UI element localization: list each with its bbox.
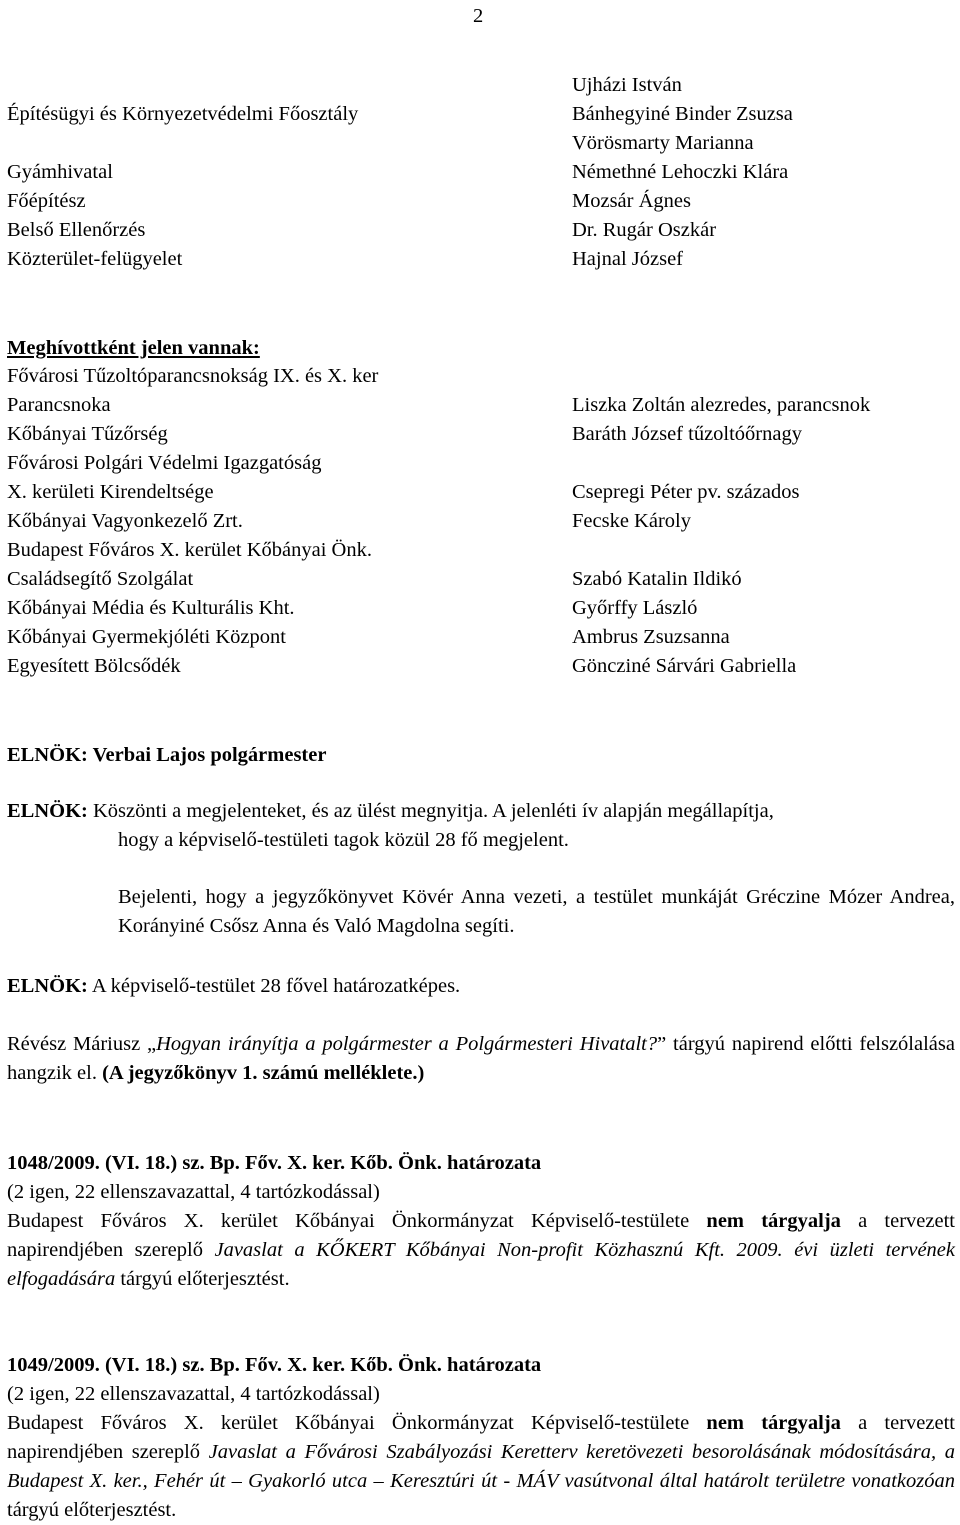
- person-name: Szabó Katalin Ildikó: [572, 568, 742, 590]
- person-name: Liszka Zoltán alezredes, parancsnok: [572, 394, 871, 416]
- chair-label: ELNÖK:: [7, 800, 88, 822]
- person-name: Némethné Lehoczki Klára: [572, 161, 789, 183]
- resolution-heading: 1048/2009. (VI. 18.) sz. Bp. Főv. X. ker. Kőb. Önk. határozata: [7, 1152, 542, 1174]
- org-item: Kőbányai Vagyonkezelő Zrt.: [7, 510, 243, 532]
- person-name: Fecske Károly: [572, 510, 691, 532]
- person-name: Dr. Rugár Oszkár: [572, 219, 717, 241]
- invited-people-list: [572, 391, 870, 681]
- resolution-subject: Javaslat a KŐKERT Kőbányai Non-profit Közhasznú Kft. 2009. évi üzleti tervének elfogadására: [7, 1239, 955, 1290]
- person-name: Baráth József tűzoltóőrnagy: [572, 423, 802, 445]
- quorum-line: [7, 974, 460, 998]
- person-name: Ujházi István: [572, 74, 682, 96]
- org-item: X. kerületi Kirendeltsége: [7, 481, 214, 503]
- department-people-list: [572, 71, 793, 274]
- departments-list: [7, 100, 358, 274]
- resolution-vote: (2 igen, 22 ellenszavazattal, 4 tartózkodással): [7, 1383, 380, 1405]
- department-item: Gyámhivatal: [7, 161, 113, 183]
- resolution-heading: 1049/2009. (VI. 18.) sz. Bp. Főv. X. ker. Kőb. Önk. határozata: [7, 1354, 542, 1376]
- speech-text: Révész Máriusz „: [7, 1033, 157, 1055]
- org-item: Kőbányai Tűzőrség: [7, 423, 168, 445]
- resolution-subject: Javaslat a Fővárosi Szabályozási Keretterv keretövezeti besorolásának módosítására, a Budapest X. ker., Fehér út – Gyakorló utca – Keresztúri út - MÁV vasútvonal által határolt területre vonatkozóan: [7, 1441, 955, 1492]
- invited-heading: Meghívottként jelen vannak:: [7, 337, 260, 359]
- resolution-block: [7, 1149, 955, 1294]
- annex-reference: (A jegyzőkönyv 1. számú melléklete.): [102, 1062, 425, 1084]
- speech-paragraph: [7, 1030, 955, 1088]
- opening-text: hogy a képviselő-testületi tagok közül 28 fő megjelent.: [118, 829, 569, 851]
- person-name: Göncziné Sárvári Gabriella: [572, 655, 797, 677]
- org-item: Kőbányai Gyermekjóléti Központ: [7, 626, 286, 648]
- department-item: Főépítész: [7, 190, 86, 212]
- resolution-body: Budapest Főváros X. kerület Kőbányai Önkormányzat Képviselő-testülete nem tárgyalja a tervezett napirendjében szereplő Javaslat a Fővárosi Szabályozási Keretterv keretövezeti besorolásának módosítására, a Budapest X. ker., Fehér út – Gyakorló utca – Keresztúri út - MÁV vasútvonal által határolt területre vonatkozóan tárgyú előterjesztést.: [7, 1412, 955, 1521]
- department-item: Belső Ellenőrzés: [7, 219, 146, 241]
- department-item: Közterület-felügyelet: [7, 248, 183, 270]
- resolution-decision: nem tárgyalja: [706, 1210, 841, 1232]
- person-name: Ambrus Zsuzsanna: [572, 626, 730, 648]
- person-name: Vörösmarty Marianna: [572, 132, 754, 154]
- person-name: Csepregi Péter pv. százados: [572, 481, 800, 503]
- org-item: Fővárosi Tűzoltóparancsnokság IX. és X. ker: [7, 365, 379, 387]
- invited-orgs-list: [7, 362, 378, 681]
- resolution-block: [7, 1351, 955, 1525]
- org-item: Családsegítő Szolgálat: [7, 568, 194, 590]
- chair-line: ELNÖK: Verbai Lajos polgármester: [7, 744, 327, 766]
- speech-text: ” tárgyú napirend előtti felszólalása hangzik el.: [7, 1033, 955, 1084]
- resolution-body: Budapest Főváros X. kerület Kőbányai Önkormányzat Képviselő-testülete nem tárgyalja a tervezett napirendjében szereplő Javaslat a KŐKERT Kőbányai Non-profit Közhasznú Kft. 2009. évi üzleti tervének elfogadására tárgyú előterjesztést.: [7, 1210, 955, 1290]
- org-item: Egyesített Bölcsődék: [7, 655, 181, 677]
- person-name: Hajnal József: [572, 248, 683, 270]
- org-item: Fővárosi Polgári Védelmi Igazgatóság: [7, 452, 322, 474]
- resolution-vote: (2 igen, 22 ellenszavazattal, 4 tartózkodással): [7, 1181, 380, 1203]
- opening-text: Köszönti a megjelenteket, és az ülést megnyitja. A jelenléti ív alapján megállapítja,: [87, 800, 774, 822]
- speech-title: Hogyan irányítja a polgármester a Polgármesteri Hivatalt?: [156, 1033, 658, 1055]
- person-name: Győrffy László: [572, 597, 698, 619]
- org-item: Kőbányai Média és Kulturális Kht.: [7, 597, 295, 619]
- quorum-text: A képviselő-testület 28 fővel határozatképes.: [87, 975, 461, 997]
- opening-paragraph: [7, 797, 955, 855]
- org-item: Budapest Főváros X. kerület Kőbányai Önk.: [7, 539, 372, 561]
- person-name: Bánhegyiné Binder Zsuzsa: [572, 103, 793, 125]
- org-item: Parancsnoka: [7, 394, 111, 416]
- resolution-decision: nem tárgyalja: [706, 1412, 841, 1434]
- department-item: Építésügyi és Környezetvédelmi Főosztály: [7, 103, 359, 125]
- person-name: Mozsár Ágnes: [572, 190, 691, 212]
- announcement-paragraph: Bejelenti, hogy a jegyzőkönyvet Kövér Anna vezeti, a testület munkáját Gréczine Mózer Andrea, Korányiné Csősz Anna és Való Magdolna segíti.: [118, 886, 955, 937]
- chair-label: ELNÖK:: [7, 975, 88, 997]
- page-number: 2: [473, 5, 484, 27]
